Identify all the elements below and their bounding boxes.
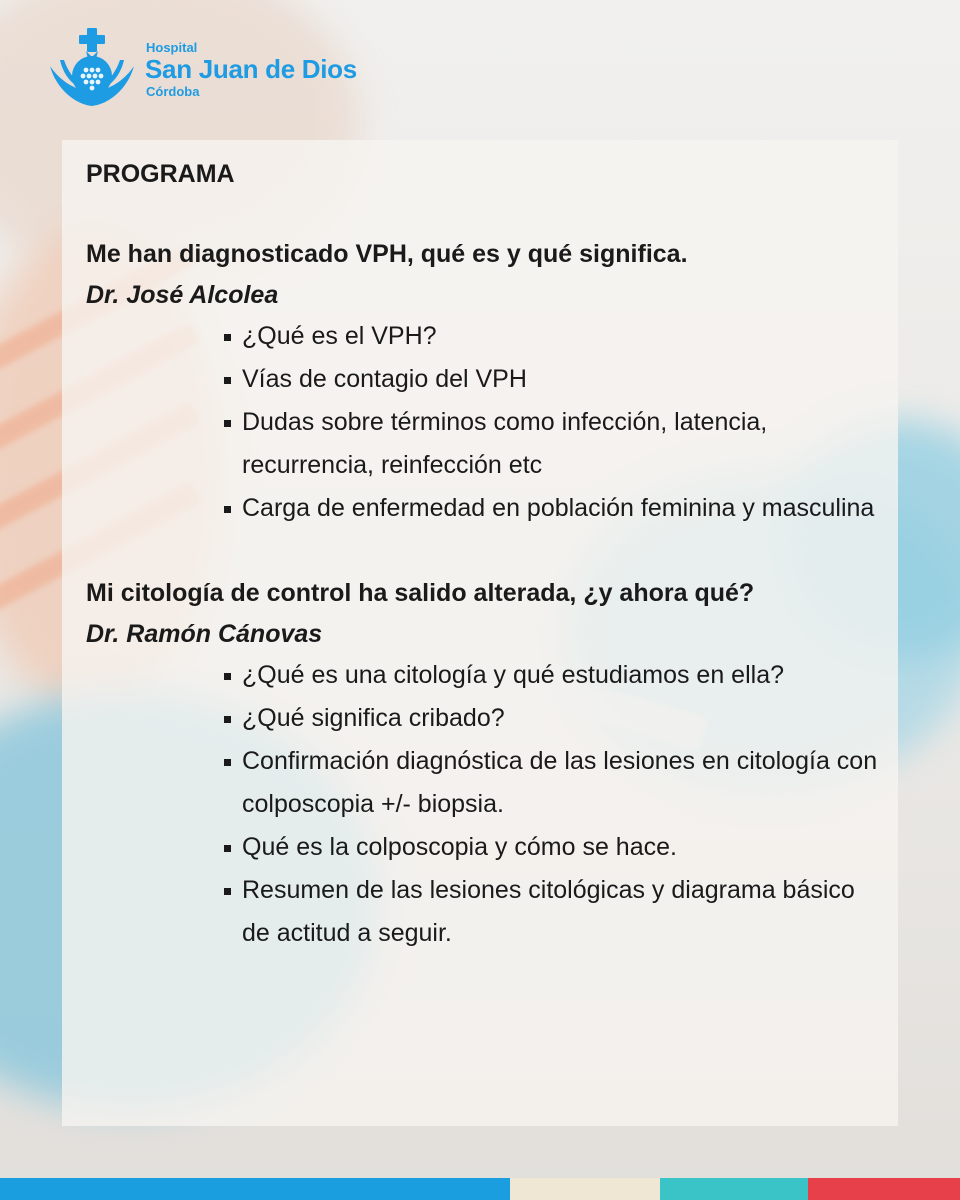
footer-segment-red (808, 1178, 960, 1200)
topic-list (86, 654, 886, 955)
list-item: ¿Qué es una citología y qué estudiamos en ella? (242, 654, 886, 697)
list-item: ¿Qué es el VPH? (242, 315, 886, 358)
logo-line-name: San Juan de Dios (145, 53, 357, 84)
footer-segment-beige (510, 1178, 660, 1200)
list-item: Resumen de las lesiones citológicas y diagrama básico de actitud a seguir. (242, 869, 886, 955)
speaker-name: Dr. José Alcolea (86, 281, 279, 309)
page-title: PROGRAMA (86, 160, 235, 188)
footer-color-bar (0, 1178, 960, 1200)
hospital-logo (46, 26, 357, 112)
speaker-name: Dr. Ramón Cánovas (86, 620, 323, 648)
list-item: Carga de enfermedad en población feminina y masculina (242, 487, 886, 530)
pomegranate-cross-icon (46, 26, 138, 112)
section-title: Mi citología de control ha salido alterada, ¿y ahora qué? (86, 579, 755, 607)
list-item: Dudas sobre términos como infección, latencia, recurrencia, reinfección etc (242, 401, 886, 487)
list-item: Qué es la colposcopia y cómo se hace. (242, 826, 886, 869)
logo-line-hospital: Hospital (146, 39, 198, 55)
list-item: ¿Qué significa cribado? (242, 697, 886, 740)
logo-line-city: Córdoba (146, 83, 200, 99)
program-section (86, 572, 886, 955)
topic-list (86, 315, 886, 530)
program-section (86, 233, 886, 530)
list-item: Vías de contagio del VPH (242, 358, 886, 401)
footer-segment-blue (0, 1178, 510, 1200)
list-item: Confirmación diagnóstica de las lesiones en citología con colposcopia +/- biopsia. (242, 740, 886, 826)
footer-segment-teal (660, 1178, 808, 1200)
program-content (86, 160, 886, 955)
section-title: Me han diagnosticado VPH, qué es y qué significa. (86, 240, 688, 268)
